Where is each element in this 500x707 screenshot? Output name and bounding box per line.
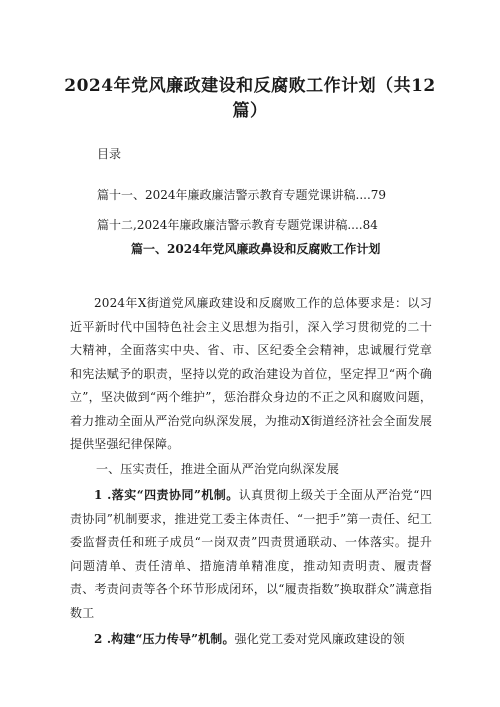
item-1-body: 认真贯彻上级关于全面从严治党“四责协同”机制要求，推进党工委主体责任、“一把手”第一责任、纪工委监督责任和班子成员“一岗双责”四责贯通联动、一体落实。提升问题清单、责任清单、措施清单精准度，推动知责明责、履责督责、考责问责等各个环节形成闭环，以“履责指数”换取群众”满意指数工 — [70, 488, 432, 620]
item-1-paragraph — [70, 484, 432, 625]
section-heading: 一、压实责任，推进全面从严治党向纵深发展 — [96, 462, 340, 476]
toc-item[interactable]: 篇一、2024年党风廉政鼻设和反腐败工作计划 — [131, 242, 381, 256]
document-title: 2024年党风廉政建设和反腐败工作计划（共12篇） — [64, 76, 436, 121]
toc-item[interactable]: 篇十二,2024年廉政廉洁警示教育专题党课讲稿....84 — [97, 218, 378, 232]
item-2-lead: 2 .构建“压力传导”机制。 — [94, 632, 235, 646]
toc-heading: 目录 — [97, 147, 122, 161]
item-2-body: 强化党工委对党风廉政建设的领 — [234, 632, 405, 646]
item-1-lead: 1 .落实“四责协同”机制。 — [94, 488, 239, 502]
intro-paragraph: 2024年X街道党风廉政建设和反腐败工作的总体要求是：以习近平新时代中国特色社会主义思想为指引，深入学习贯彻党的二十大精神，全面落实中央、省、市、区纪委全会精神，忠诚履行党章和宪法赋予的职责，坚持以党的政治建设为首位，坚定捍卫“两个确立”，坚决做到“两个维护”，惩治群众身边的不正之风和腐败问题，着力推动全面从严治党向纵深发展，为推动X街道经济社会全面发展提供坚强纪律保障。 — [70, 296, 432, 451]
item-2-paragraph — [70, 628, 432, 652]
toc-item[interactable]: 篇十一、2024年廉政廉洁警示教育专题党课讲稿....79 — [97, 188, 387, 202]
